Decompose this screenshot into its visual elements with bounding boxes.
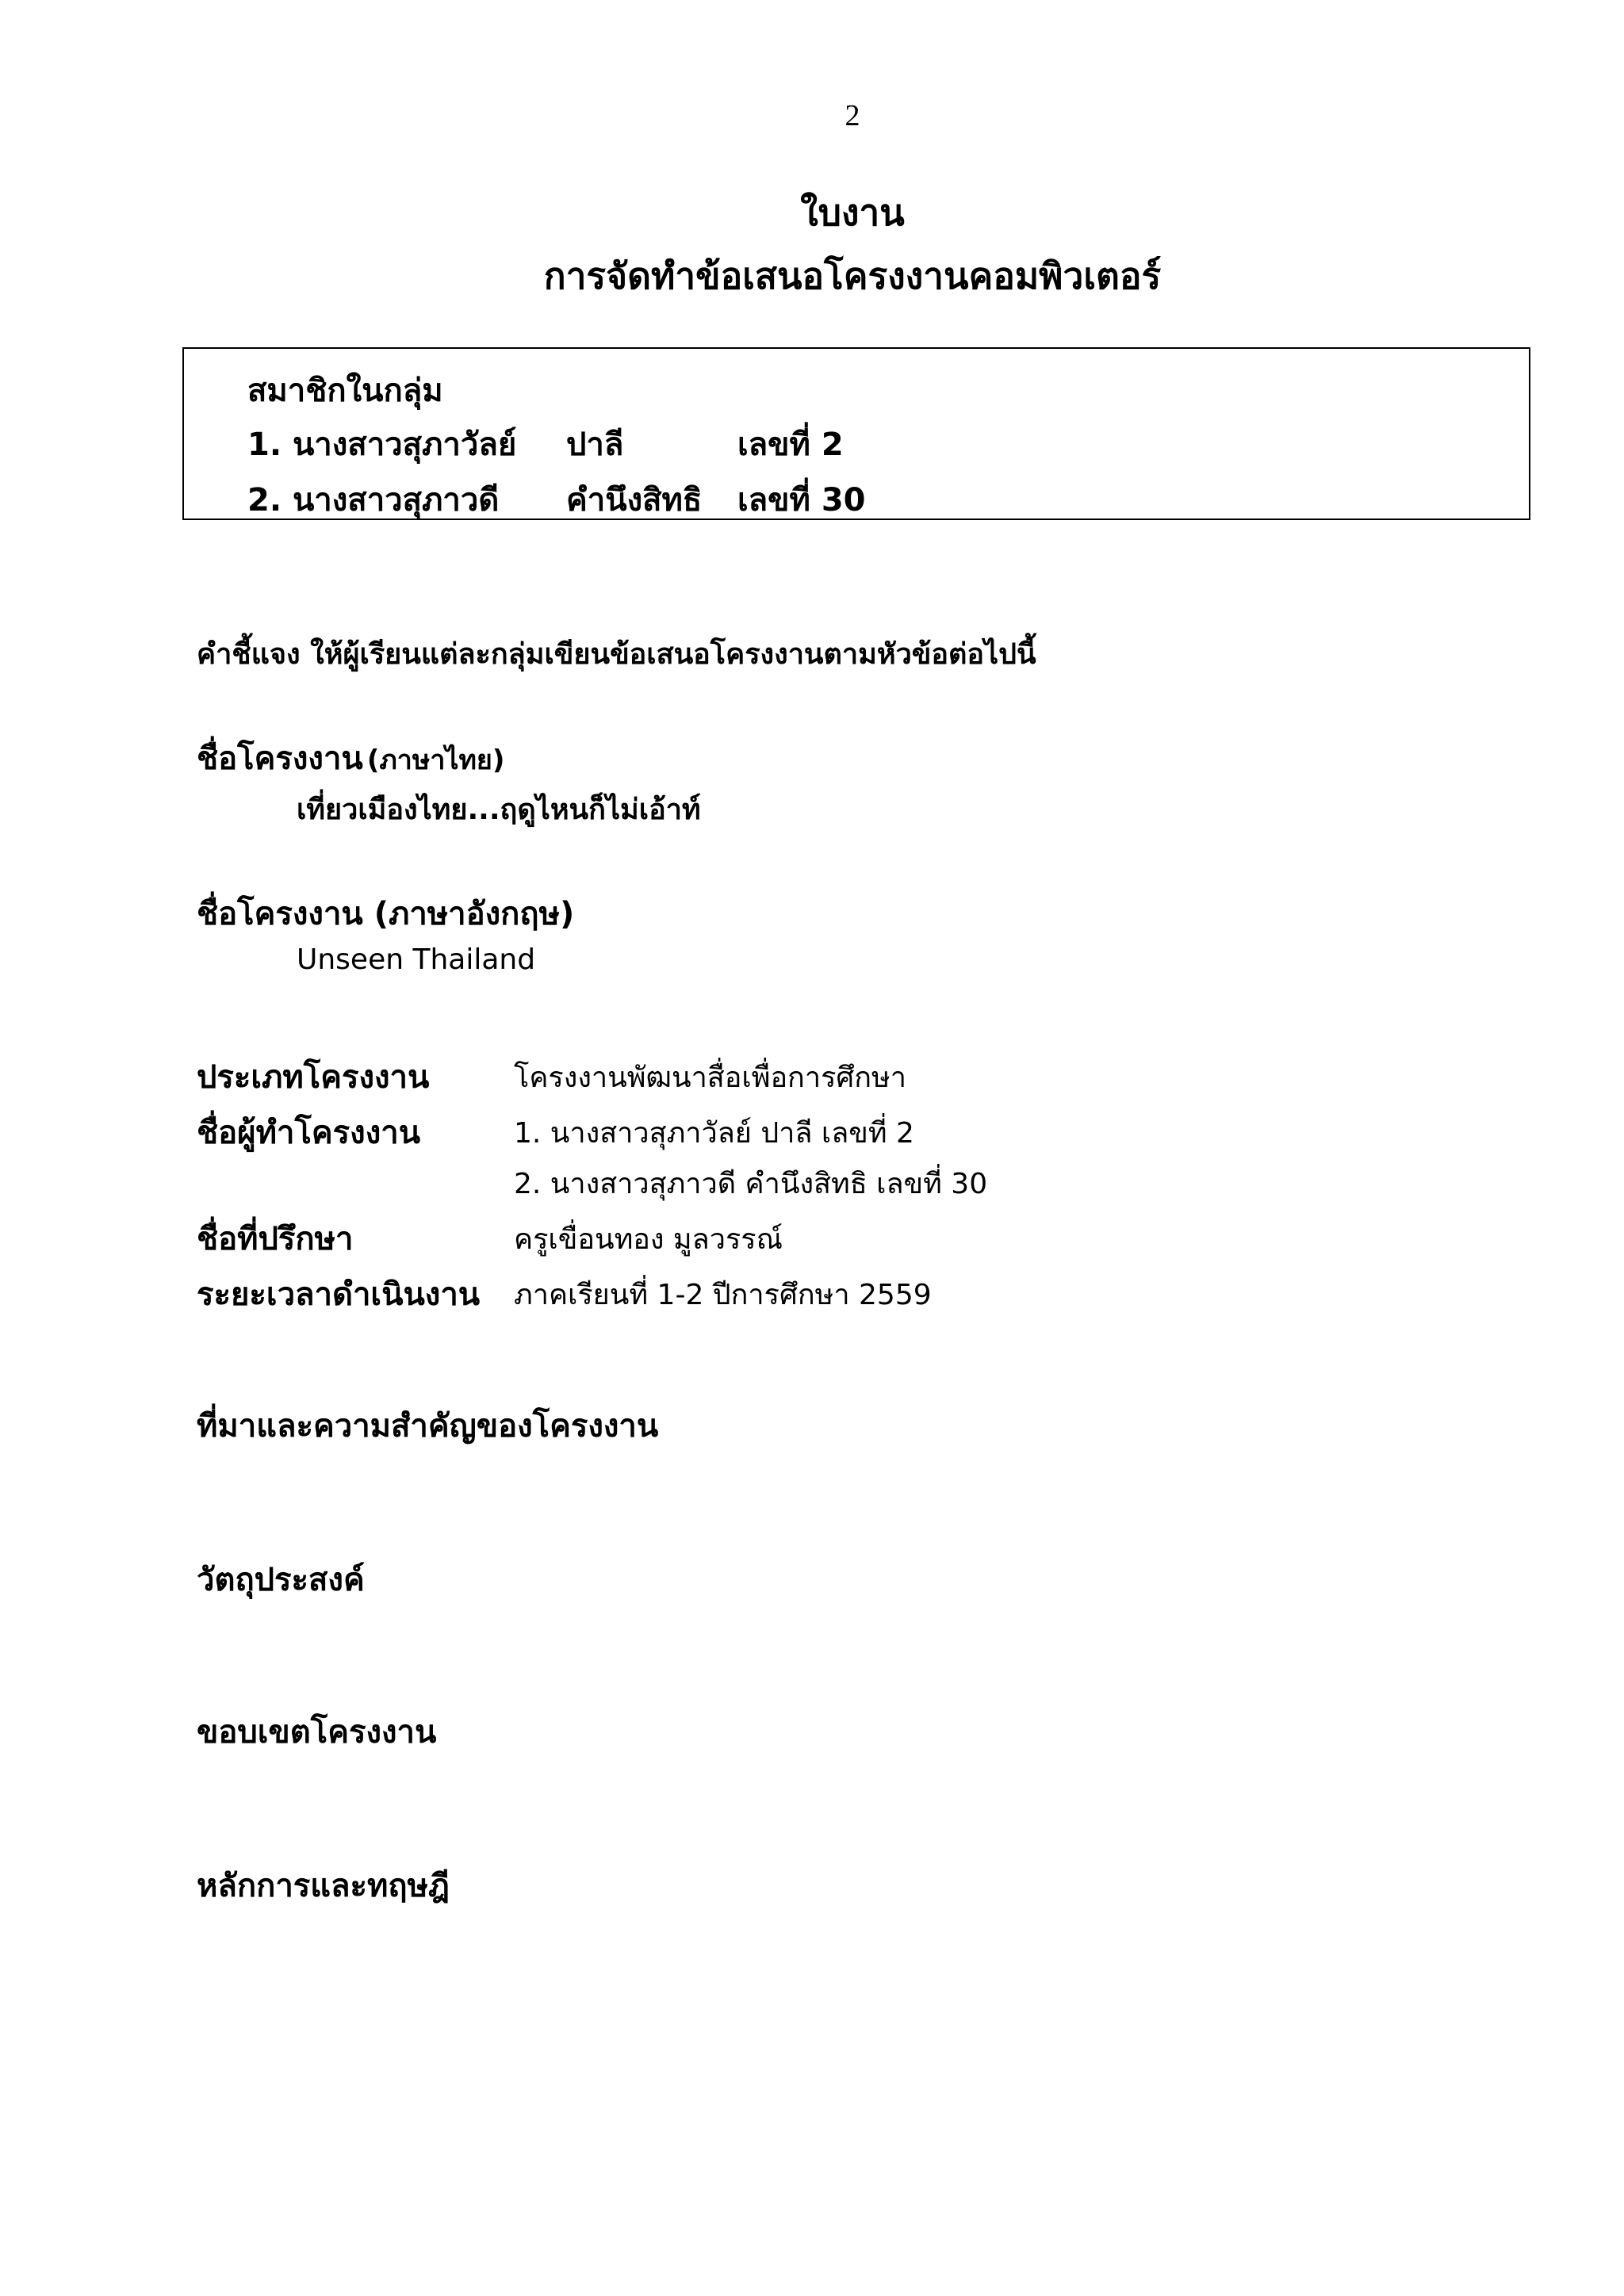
project-type-label: ประเภทโครงงาน — [197, 1059, 430, 1096]
page-subtitle: การจัดทำข้อเสนอโครงงานคอมพิวเตอร์ — [543, 254, 1162, 297]
project-name-th-lang: (ภาษาไทย) — [366, 744, 505, 776]
section-background: ที่มาและความสำคัญของโครงงาน — [197, 1408, 659, 1445]
advisor-label: ชื่อที่ปรึกษา — [197, 1221, 354, 1257]
project-name-th-label: ชื่อโครงงาน — [197, 740, 363, 777]
section-scope: ขอบเขตโครงงาน — [197, 1714, 437, 1751]
section-theory: หลักการและทฤษฎี — [197, 1868, 450, 1904]
member-2-number: เลขที่ 30 — [737, 482, 866, 519]
project-name-th-heading — [197, 733, 504, 783]
member-1-surname: ปาลี — [566, 427, 624, 463]
advisor-value: ครูเขื่อนทอง มูลวรรณ์ — [514, 1223, 783, 1256]
project-name-en-label: ชื่อโครงงาน (ภาษาอังกฤษ) — [197, 896, 575, 932]
member-2-surname: คำนึงสิทธิ — [566, 482, 703, 519]
author-2: 2. นางสาวสุภาวดี คำนึงสิทธิ เลขที่ 30 — [514, 1168, 988, 1200]
author-1: 1. นางสาวสุภาวัลย์ ปาลี เลขที่ 2 — [514, 1117, 914, 1150]
project-type-value: โครงงานพัฒนาสื่อเพื่อการศึกษา — [514, 1062, 906, 1094]
duration-label: ระยะเวลาดำเนินงาน — [197, 1276, 481, 1313]
page-number: 2 — [845, 99, 860, 132]
members-heading: สมาชิกในกลุ่ม — [247, 373, 443, 409]
project-name-en-value: Unseen Thailand — [297, 943, 536, 976]
section-objectives: วัตถุประสงค์ — [197, 1562, 365, 1598]
instruction: คำชี้แจง ให้ผู้เรียนแต่ละกลุ่มเขียนข้อเสนอโครงงานตามหัวข้อต่อไปนี้ — [197, 638, 1036, 671]
project-name-th-value: เที่ยวเมืองไทย...ฤดูไหนก็ไม่เอ้าท์ — [297, 794, 701, 826]
member-1-name: 1. นางสาวสุภาวัลย์ — [247, 427, 517, 463]
member-2-name: 2. นางสาวสุภาวดี — [247, 482, 500, 519]
authors-label: ชื่อผู้ทำโครงงาน — [197, 1115, 421, 1151]
duration-value: ภาคเรียนที่ 1-2 ปีการศึกษา 2559 — [514, 1279, 932, 1311]
member-1-number: เลขที่ 2 — [737, 427, 844, 463]
page-title: ใบงาน — [800, 191, 905, 234]
